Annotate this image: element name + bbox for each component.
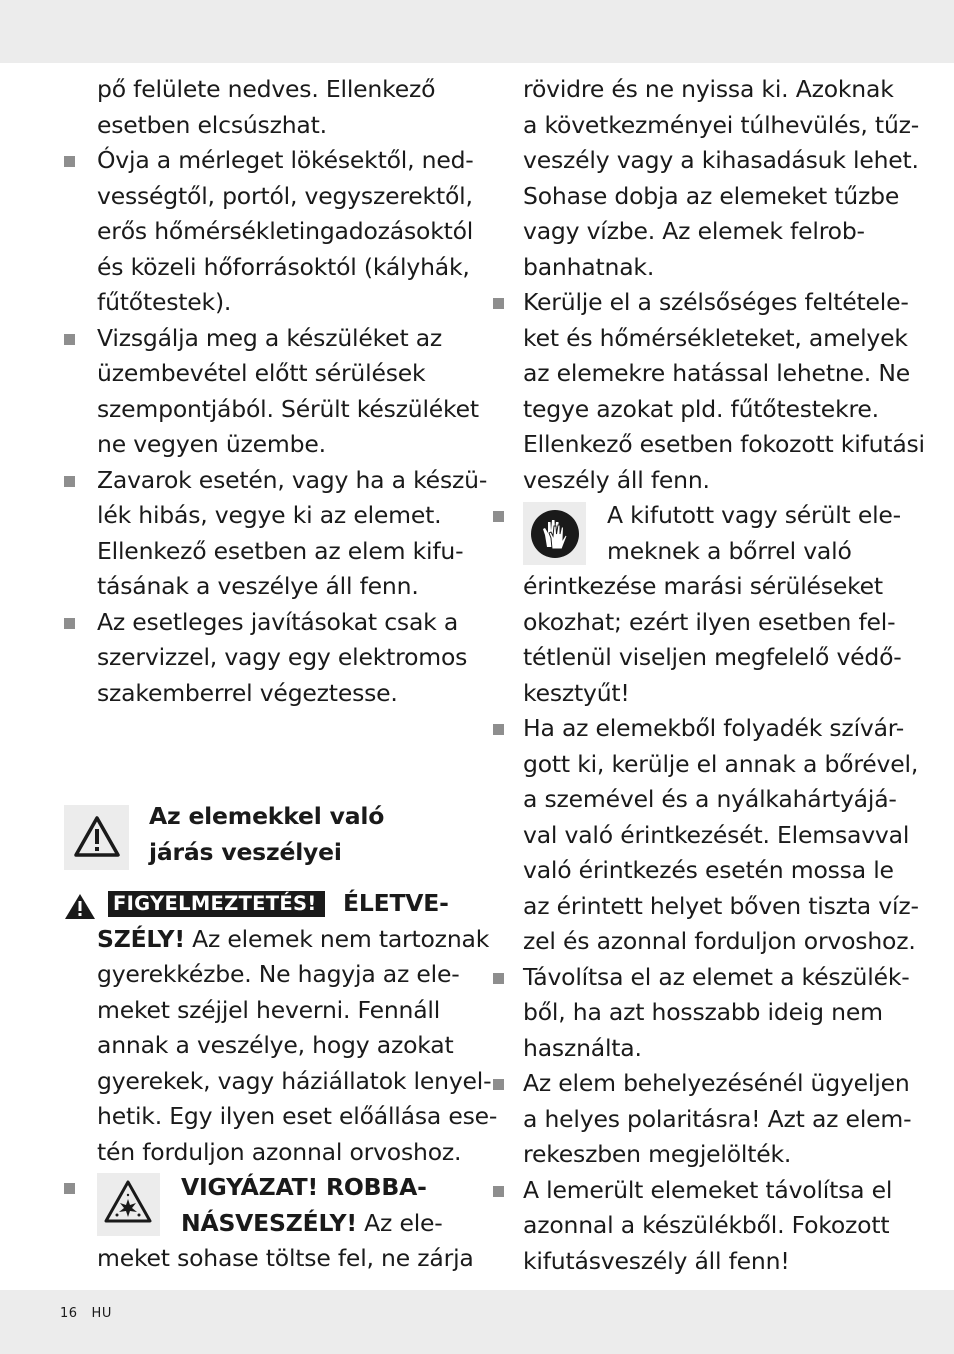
bullet-square-icon [64, 476, 75, 487]
top-bar [0, 0, 954, 63]
text-line: vességtől, portól, vegyszerektől, [97, 181, 473, 210]
bullet-square-icon [493, 724, 504, 735]
left-column [0, 72, 498, 1277]
bullet-square-icon [493, 298, 504, 309]
text-line: a helyes polaritásra! Azt az elem- [523, 1104, 912, 1133]
list-item [0, 605, 480, 712]
list-item [0, 463, 488, 605]
list-item [488, 498, 954, 711]
footer-bar [0, 1290, 954, 1354]
text-line: kesztyűt! [523, 678, 630, 707]
text-line: azonnal a készülékből. Fokozott [523, 1211, 890, 1239]
list-item [488, 960, 954, 1067]
explosion-icon-box [97, 1173, 160, 1236]
text-line: kifutásveszély áll fenn! [523, 1246, 790, 1275]
section-title-line: Az elemekkel való [149, 802, 385, 830]
text-span: Az ele- [356, 1208, 443, 1237]
bullet-square-icon [493, 1079, 504, 1090]
text-line: szervizzel, vagy egy elektromos [97, 643, 468, 671]
warning-icon-box [64, 805, 129, 870]
text-line: és közeli hőforrásoktól (kályhák, [97, 252, 470, 281]
icon-line [488, 498, 954, 534]
warning-triangle-icon [73, 815, 121, 859]
text-line: rekeszben megjelölték. [523, 1140, 792, 1168]
text-line: meket sohase töltse fel, ne zárja [97, 1244, 474, 1272]
warning-headline: ÉLETVE- [343, 889, 449, 917]
text-line: ből, ha azt hosszabb ideig nem [523, 998, 883, 1026]
bullet-square-icon [64, 334, 75, 345]
text-line: Sohase dobja az elemeket tűzbe [523, 181, 900, 210]
text-line: Távolítsa el az elemet a készülék- [523, 962, 910, 991]
text-line: ne vegyen üzembe. [97, 430, 326, 458]
section-title [149, 799, 384, 870]
text-line: az érintett helyet bőven tiszta víz- [523, 891, 919, 920]
bullet-square-icon [493, 1186, 504, 1197]
text-line: tegye azokat pld. fűtőtestekre. [523, 394, 879, 423]
text-line: Az elem behelyezésénél ügyeljen [523, 1069, 910, 1097]
text-line: a következményei túlhevülés, tűz- [523, 110, 920, 139]
explosion-headline-cont: NÁSVESZÉLY! [181, 1208, 357, 1237]
bullet-square-icon [493, 973, 504, 984]
page-number: 16 [60, 1306, 78, 1321]
explosion-icon [103, 1179, 153, 1225]
text-line: zel és azonnal forduljon orvoshoz. [523, 927, 916, 955]
text-line: veszély áll fenn. [523, 465, 710, 494]
text-line: tétlenül viseljen megfelelő védő- [523, 643, 902, 671]
text-line: Ellenkező esetben fokozott kifutási [523, 430, 925, 458]
explosion-headline: VIGYÁZAT! ROBBA- [181, 1173, 427, 1201]
text-line: gott ki, kerülje el annak a bőrével, [523, 749, 919, 778]
text-line: gyerekkézbe. Ne hagyja az ele- [97, 960, 460, 988]
text-line: Vizsgálja meg a készüléket az [97, 323, 443, 352]
warning-label: FIGYELMEZTETÉS! [108, 891, 325, 917]
text-line: val való érintkezését. Elemsavval [523, 820, 910, 849]
warning-headline-cont: SZÉLY! [97, 924, 185, 953]
text-line: hetik. Egy ilyen eset előállása ese- [97, 1102, 498, 1130]
text-line: való érintkezés esetén mossa le [523, 856, 894, 884]
text-span: Az elemek nem tartoznak [184, 924, 490, 953]
list-item [0, 1170, 480, 1277]
bullet-square-icon [64, 156, 75, 167]
text-line: meket széjjel heverni. Fennáll [97, 995, 441, 1024]
text-line: Az esetleges javításokat csak a [97, 607, 459, 636]
text-line: annak a veszélye, hogy azokat [97, 1031, 454, 1059]
list-item [488, 285, 954, 498]
footer [60, 1306, 126, 1321]
text-line: a szemével és a nyálkahártyájá- [523, 785, 897, 813]
warning-triangle-icon [64, 893, 96, 920]
icon-line [0, 1170, 480, 1206]
language-code: HU [91, 1306, 112, 1321]
text-line [0, 922, 490, 958]
text-line: Óvja a mérleget lökésektől, ned- [97, 146, 474, 174]
section-heading [0, 803, 480, 873]
list-item [488, 711, 954, 960]
text-line: A lemerült elemeket távolítsa el [523, 1175, 893, 1204]
glove-icon-box [523, 502, 586, 565]
text-line: Ha az elemekből folyadék szívár- [523, 714, 905, 742]
text-line: használta. [523, 1033, 642, 1062]
text-line: veszély vagy a kihasadásuk lehet. [523, 146, 919, 174]
text-line: okozhat; ezért ilyen esetben fel- [523, 607, 896, 636]
text-line: esetben elcsúszhat. [97, 110, 327, 139]
text-line: érintkezése marási sérüléseket [523, 572, 883, 600]
list-item [488, 1173, 954, 1280]
text-line: ket és hőmérsékleteket, amelyek [523, 323, 908, 352]
list-item [0, 143, 480, 321]
text-line: tásának a veszélye áll fenn. [97, 572, 419, 600]
text-line: üzembevétel előtt sérülések [97, 359, 426, 387]
text-line: lék hibás, vegye ki az elemet. [97, 501, 442, 529]
text-line: Zavarok esetén, vagy ha a készü- [97, 465, 488, 494]
text-line: meknek a bőrrel való [607, 536, 852, 565]
text-line: rövidre és ne nyissa ki. Azoknak [523, 75, 894, 103]
section-title-line: járás veszélyei [149, 837, 342, 866]
list-item [0, 321, 480, 463]
list-item [488, 1066, 954, 1173]
warning-line [0, 886, 480, 922]
text-line: gyerekek, vagy háziállatok lenyel- [97, 1066, 492, 1095]
text-line: banhatnak. [523, 252, 655, 281]
text-line: A kifutott vagy sérült ele- [607, 501, 901, 529]
protective-gloves-icon [530, 509, 580, 559]
text-line: pő felülete nedves. Ellenkező [97, 75, 436, 103]
text-line: szempontjából. Sérült készüléket [97, 394, 479, 423]
bullet-square-icon [64, 618, 75, 629]
text-line: az elemekre hatással lehetne. Ne [523, 359, 910, 387]
text-line: szakemberrel végeztesse. [97, 678, 398, 707]
text-line: fűtőtestek). [97, 288, 232, 316]
text-line: erős hőmérsékletingadozásoktól [97, 217, 474, 245]
text-line [0, 1206, 480, 1242]
text-line: vagy vízbe. Az elemek felrob- [523, 217, 865, 245]
text-line: Ellenkező esetben az elem kifu- [97, 536, 464, 565]
right-column [488, 72, 954, 1279]
text-line: Kerülje el a szélsőséges feltétele- [523, 288, 909, 316]
text-line: tén forduljon azonnal orvoshoz. [97, 1137, 462, 1166]
